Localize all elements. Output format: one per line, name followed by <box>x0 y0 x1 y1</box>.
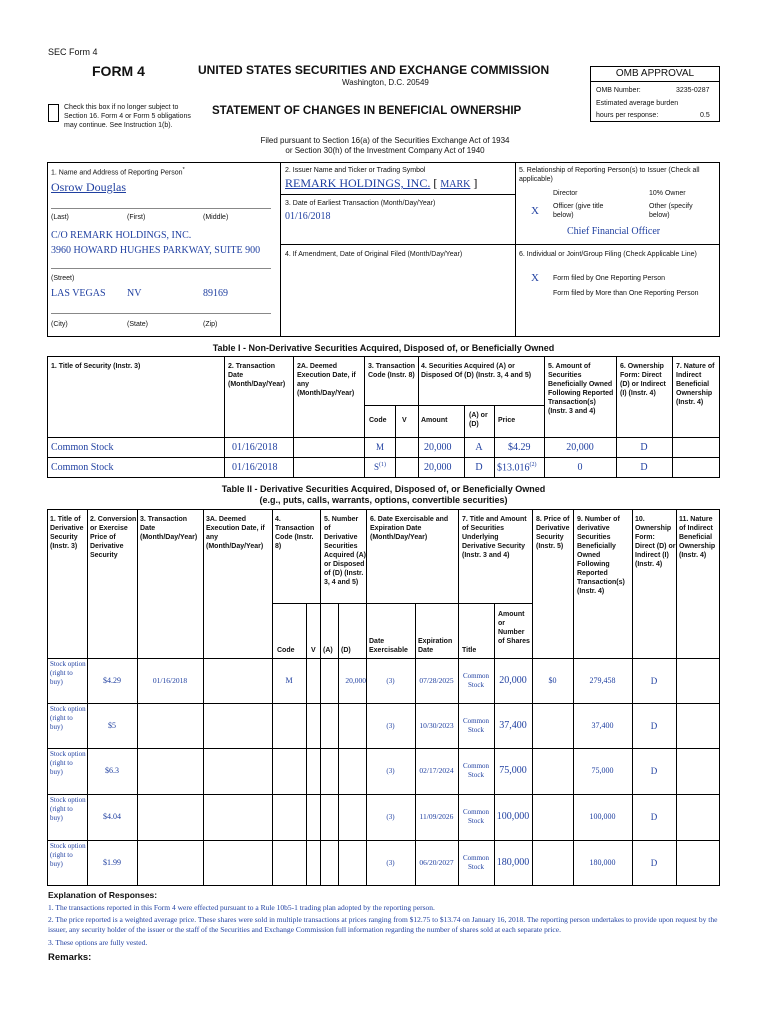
statement-title: STATEMENT OF CHANGES IN BENEFICIAL OWNERSHIP <box>212 105 522 117</box>
t2-expiration-subheader: Expiration Date <box>418 638 453 654</box>
reporting-person-name[interactable]: Osrow Douglas <box>51 180 126 194</box>
t2-owned-cell: 100,000 <box>589 812 616 821</box>
t1-amount-cell: 20,000 <box>424 442 452 453</box>
t2-exercisable-cell: (3) <box>386 812 395 821</box>
t2-col4-header: 4. Transaction Code (Instr. 8) <box>275 516 315 550</box>
t1-form-cell: D <box>640 462 648 473</box>
earliest-date-value: 01/16/2018 <box>285 211 331 222</box>
t2-title-cell: Stock option (right to buy) <box>50 796 86 822</box>
t2-date-cell <box>137 703 203 749</box>
t2-form-cell: D <box>650 720 658 731</box>
t2-date-cell <box>137 794 203 840</box>
t2-price-cell: $6.3 <box>105 766 119 775</box>
state-label: (State) <box>127 321 149 328</box>
filed-pursuant-line1: Filed pursuant to Section 16(a) of the Securities Exchange Act of 1934 <box>260 136 510 145</box>
t2-col3-header: 3. Transaction Date (Month/Day/Year) <box>140 516 198 541</box>
t2-expiration-cell: 10/30/2023 <box>419 721 454 731</box>
t1-owned-cell: 0 <box>577 462 583 473</box>
t2-col6-header: 6. Date Exercisable and Expiration Date (Month/Day/Year) <box>370 516 449 541</box>
t1-amount-cell: 20,000 <box>424 462 452 473</box>
t2-derivative-price-cell <box>532 748 573 794</box>
t2-d-cell: 20,000 <box>345 676 366 686</box>
state-value: NV <box>127 288 142 299</box>
t2-d-subheader: (D) <box>341 647 351 654</box>
t2-d-cell <box>338 748 366 794</box>
t1-col1-header: 1. Title of Security (Instr. 3) <box>51 363 141 370</box>
t2-a-subheader: (A) <box>323 647 333 654</box>
address-line1: C/O REMARK HOLDINGS, INC. <box>51 230 192 241</box>
t2-form-cell: D <box>650 675 658 686</box>
t2-underlying-amount-cell: 180,000 <box>496 857 530 868</box>
t2-underlying-amount-cell: 75,000 <box>499 765 527 776</box>
t2-col9-header: 9. Number of derivative Securities Beneficially Owned Following Reported Transaction(s) (Instr. 4) <box>577 516 625 595</box>
relationship-label: 5. Relationship of Reporting Person(s) to Issuer (Check all applicable) <box>519 167 700 183</box>
amendment-label: 4. If Amendment, Date of Original Filed (Month/Day/Year) <box>285 251 463 258</box>
t1-amount-subheader: Amount <box>421 417 448 424</box>
t2-owned-cell: 180,000 <box>589 858 616 867</box>
city-value: LAS VEGAS <box>51 288 106 299</box>
t2-exercisable-cell: (3) <box>386 721 395 730</box>
t2-expiration-cell: 11/09/2026 <box>419 812 454 822</box>
t1-col5-header: 5. Amount of Securities Beneficially Owned Following Reported Transaction(s) (Instr. 3 and 4) <box>548 363 614 415</box>
t2-exercisable-subheader: Date Exercisable <box>369 638 408 654</box>
t2-exercisable-cell: (3) <box>386 858 395 867</box>
officer-label: Officer (give title below) <box>553 203 604 219</box>
table2-title: Table II - Derivative Securities Acquired, Disposed of, or Beneficially Owned <box>221 484 546 494</box>
t2-price-cell: $1.99 <box>103 858 121 867</box>
issuer-label: 2. Issuer Name and Ticker or Trading Symbol <box>285 167 426 174</box>
officer-title: Chief Financial Officer <box>567 226 661 237</box>
t2-underlying-amount-cell: 20,000 <box>499 675 527 686</box>
t2-underlying-amount-cell: 100,000 <box>496 811 530 822</box>
t2-form-cell: D <box>650 811 658 822</box>
t2-a-cell <box>320 748 338 794</box>
t2-derivative-price-cell <box>532 794 573 840</box>
t2-price-cell: $4.29 <box>103 676 121 685</box>
sec-form-label: SEC Form 4 <box>48 47 98 57</box>
t2-d-cell <box>338 703 366 749</box>
t2-v-subheader: V <box>311 647 316 654</box>
t2-owned-cell: 37,400 <box>591 721 614 730</box>
t2-code-cell: M <box>285 676 293 685</box>
t2-code-cell <box>272 840 306 886</box>
t1-col3-header: 3. Transaction Code (Instr. 8) <box>368 363 416 379</box>
t2-date-cell: 01/16/2018 <box>152 676 188 686</box>
reporting-person-label: 1. Name and Address of Reporting Person* <box>51 167 185 177</box>
filing-label: 6. Individual or Joint/Group Filing (Check Applicable Line) <box>519 251 697 258</box>
explanation-note-2: 2. The price reported is a weighted average price. These shares were sold in multiple transactions at prices ranging from $12.75 to $13.74 on January 16, 2018. The reporting person undertakes to provide upon request by the issuer, any security holder of the issuer or the staff of the Securities and Exchange Commission full information regarding the number of shares sold at each separate price. <box>48 915 718 934</box>
t2-col2-header: 2. Conversion or Exercise Price of Derivative Security <box>90 516 137 559</box>
t2-derivative-price-cell <box>532 703 573 749</box>
t2-col8-header: 8. Price of Derivative Security (Instr. 5) <box>536 516 570 550</box>
omb-title: OMB APPROVAL <box>591 67 719 82</box>
t1-title-cell: Common Stock <box>51 442 114 453</box>
t2-title-subheader: Title <box>462 647 477 654</box>
t2-a-cell <box>320 703 338 749</box>
t1-v-subheader: V <box>402 417 407 424</box>
t2-code-cell <box>272 748 306 794</box>
t1-price-subheader: Price <box>498 417 516 424</box>
t1-owned-cell: 20,000 <box>566 442 594 453</box>
t2-owned-cell: 75,000 <box>591 766 614 775</box>
address-line2: 3960 HOWARD HUGHES PARKWAY, SUITE 900 <box>51 245 261 256</box>
t2-d-cell <box>338 840 366 886</box>
t2-form-cell: D <box>650 857 658 868</box>
t2-col3a-header: 3A. Deemed Execution Date, if any (Month/Day/Year) <box>206 516 265 550</box>
t2-date-cell <box>137 840 203 886</box>
t1-price-cell: $4.29 <box>508 442 531 453</box>
earliest-date-label: 3. Date of Earliest Transaction (Month/Day/Year) <box>285 200 436 207</box>
zip-label: (Zip) <box>203 321 218 328</box>
zip-value: 89169 <box>203 288 228 299</box>
t2-underlying-title-cell: Common Stock <box>462 672 490 689</box>
last-label: (Last) <box>51 214 69 221</box>
t2-underlying-title-cell: Common Stock <box>462 717 490 734</box>
t2-title-cell: Stock option (right to buy) <box>50 842 86 868</box>
city-label: (City) <box>51 321 68 328</box>
t1-ad-cell: A <box>475 442 483 453</box>
checkbox-text: Check this box if no longer subject to Section 16. Form 4 or Form 5 obligations may continue. See Instruction 1(b). <box>64 104 191 129</box>
t2-underlying-title-cell: Common Stock <box>462 854 490 871</box>
t1-form-cell: D <box>640 442 648 453</box>
t1-code-cell: M <box>375 442 384 452</box>
t2-date-cell <box>137 748 203 794</box>
t1-ad-cell: D <box>475 462 483 473</box>
t2-title-cell: Stock option (right to buy) <box>50 660 86 686</box>
t2-underlying-amount-cell: 37,400 <box>499 720 527 731</box>
t2-code-subheader: Code <box>277 647 295 654</box>
t2-col10-header: 10. Ownership Form: Direct (D) or Indirect (I) (Instr. 4) <box>635 516 676 568</box>
t2-amount-subheader: Amount or Number of Shares <box>498 611 530 645</box>
form-title: FORM 4 <box>92 63 145 79</box>
t2-a-cell <box>320 794 338 840</box>
t1-col6-header: 6. Ownership Form: Direct (D) or Indirect (I) (Instr. 4) <box>620 363 666 397</box>
t1-ad-subheader: (A) or (D) <box>469 412 488 428</box>
t2-code-cell <box>272 794 306 840</box>
t2-exercisable-cell: (3) <box>386 676 395 685</box>
ten-percent-owner-label: 10% Owner <box>649 190 686 197</box>
explanation-note-3: 3. These options are fully vested. <box>48 938 148 947</box>
t2-title-cell: Stock option (right to buy) <box>50 750 86 776</box>
t2-form-cell: D <box>650 765 658 776</box>
explanation-title: Explanation of Responses: <box>48 890 158 900</box>
table1-title: Table I - Non-Derivative Securities Acquired, Disposed of, or Beneficially Owned <box>212 343 555 353</box>
t1-col2-header: 2. Transaction Date (Month/Day/Year) <box>228 363 286 388</box>
t2-expiration-cell: 02/17/2024 <box>419 766 454 776</box>
t2-exercisable-cell: (3) <box>386 766 395 775</box>
t2-underlying-title-cell: Common Stock <box>462 762 490 779</box>
t1-col7-header: 7. Nature of Indirect Beneficial Ownership (Instr. 4) <box>676 363 715 406</box>
t2-expiration-cell: 07/28/2025 <box>419 676 454 686</box>
explanation-note-1: 1. The transactions reported in this Form 4 were effected pursuant to a Rule 10b5-1 trading plan adopted by the reporting person. <box>48 903 435 912</box>
filed-pursuant-line2: or Section 30(h) of the Investment Company Act of 1940 <box>285 146 485 155</box>
t2-col7-header: 7. Title and Amount of Securities Underlying Derivative Security (Instr. 3 and 4) <box>462 516 527 559</box>
remarks-label: Remarks: <box>48 952 92 963</box>
filing-one-label: Form filed by One Reporting Person <box>553 275 666 282</box>
t1-col4-header: 4. Securities Acquired (A) or Disposed Of (D) (Instr. 3, 4 and 5) <box>421 363 532 379</box>
t2-price-cell: $5 <box>108 721 116 730</box>
middle-label: (Middle) <box>203 214 229 221</box>
omb-number-value: 3235-0287 <box>676 87 710 94</box>
t2-d-cell <box>338 794 366 840</box>
omb-burden-label2: hours per response: <box>596 112 659 119</box>
other-label: Other (specify below) <box>649 203 693 219</box>
t2-col5-header: 5. Number of Derivative Securities Acquired (A) or Disposed of (D) (Instr. 3, 4 and 5) <box>324 516 366 586</box>
no-longer-subject-checkbox[interactable] <box>48 104 59 122</box>
t2-col11-header: 11. Nature of Indirect Beneficial Ownership (Instr. 4) <box>679 516 716 559</box>
t1-price-cell: $13.016$^{(2)}$ <box>497 462 537 474</box>
omb-burden-value: 0.5 <box>700 112 710 119</box>
omb-burden-label1: Estimated average burden <box>596 100 679 107</box>
t1-date-cell: 01/16/2018 <box>232 462 278 473</box>
t2-derivative-price-cell <box>532 840 573 886</box>
table2-subtitle: (e.g., puts, calls, warrants, options, convertible securities) <box>259 495 508 505</box>
t2-col1-header: 1. Title of Derivative Security (Instr. 3) <box>50 516 84 550</box>
t1-col2a-header: 2A. Deemed Execution Date, if any (Month/Day/Year) <box>297 363 356 397</box>
t2-derivative-price-cell: $0 <box>548 676 557 685</box>
filing-one-mark[interactable]: X <box>531 272 539 284</box>
t2-code-cell <box>272 703 306 749</box>
t2-expiration-cell: 06/20/2027 <box>419 858 454 868</box>
t2-price-cell: $4.04 <box>103 812 121 821</box>
director-label: Director <box>553 190 578 197</box>
t2-owned-cell: 279,458 <box>589 676 616 685</box>
t2-title-cell: Stock option (right to buy) <box>50 705 86 731</box>
director-mark[interactable]: X <box>531 205 539 217</box>
t1-title-cell: Common Stock <box>51 462 114 473</box>
t2-underlying-title-cell: Common Stock <box>462 808 490 825</box>
agency-location: Washington, D.C. 20549 <box>342 78 429 87</box>
filing-more-label: Form filed by More than One Reporting Person <box>553 290 699 297</box>
first-label: (First) <box>127 214 146 221</box>
agency-title: UNITED STATES SECURITIES AND EXCHANGE COMMISSION <box>198 63 550 77</box>
t1-code-subheader: Code <box>369 417 387 424</box>
t2-a-cell <box>320 658 338 704</box>
t1-date-cell: 01/16/2018 <box>232 442 278 453</box>
street-label: (Street) <box>51 275 75 282</box>
t1-code-cell: $S^{(1)}$ <box>373 462 386 472</box>
t2-a-cell <box>320 840 338 886</box>
issuer-name-ticker: REMARK HOLDINGS, INC. [ MARK ] <box>285 176 478 190</box>
omb-number-label: OMB Number: <box>596 87 641 94</box>
